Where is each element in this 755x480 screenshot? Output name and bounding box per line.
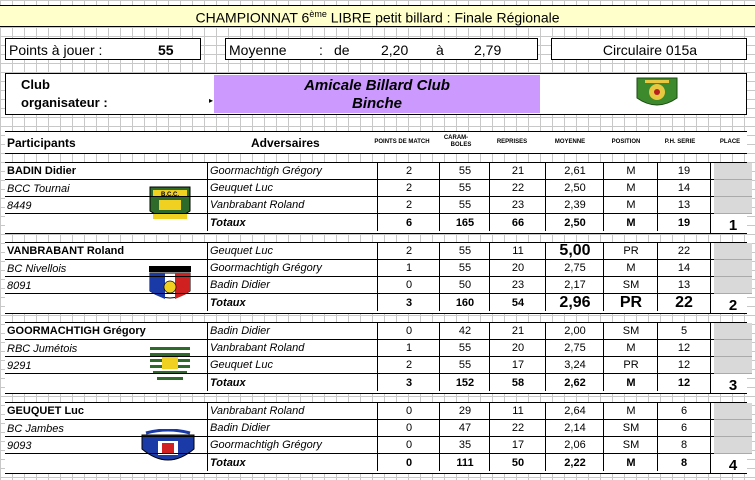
cell-moy: 2,50 [545, 214, 604, 231]
cell-rep: 21 [489, 323, 546, 339]
cell-ph: 19 [657, 214, 710, 231]
player-name: VANBRABANT Roland [7, 245, 125, 257]
organizer-club-logo [633, 76, 681, 112]
cell-moy: 2,62 [545, 374, 604, 391]
cell-pos: SM [603, 437, 658, 453]
cell-moy: 2,61 [545, 163, 604, 179]
cell-ph: 8 [657, 437, 710, 453]
cell-ph: 5 [657, 323, 710, 339]
player-id: 9291 [7, 360, 32, 372]
opponent-name: Vanbrabant Roland [207, 403, 377, 419]
cell-rep: 20 [489, 260, 546, 276]
cell-car: 152 [439, 374, 490, 391]
place-blank-2 [714, 260, 752, 277]
cell-car: 55 [439, 243, 490, 259]
cell-moy: 2,00 [545, 323, 604, 339]
cell-car: 47 [439, 420, 490, 436]
points-label: Points à jouer : [9, 42, 103, 58]
cell-ph: 14 [657, 260, 710, 276]
place-blank-2 [714, 180, 752, 197]
title-suffix: LIBRE petit billard : Finale Régionale [326, 9, 560, 26]
place-value: 1 [728, 217, 738, 234]
cell-ph: 13 [657, 197, 710, 213]
cell-pos: M [603, 454, 658, 471]
cell-pos: M [603, 260, 658, 276]
cell-pm: 2 [377, 357, 440, 373]
cell-rep: 11 [489, 243, 546, 259]
title-prefix: CHAMPIONNAT 6 [195, 9, 310, 26]
cell-car: 42 [439, 323, 490, 339]
totals-label: Totaux [207, 454, 377, 471]
opponent-name: Goormachtigh Grégory [207, 437, 377, 453]
moyenne-min: 2,20 [381, 42, 409, 58]
player-club: BCC Tournai [7, 183, 70, 195]
cell-moy: 2,50 [545, 180, 604, 196]
place-blank-3 [714, 437, 752, 454]
cell-moy: 2,96 [545, 294, 604, 311]
cell-pos: M [603, 180, 658, 196]
divider [710, 323, 711, 393]
cell-pm: 2 [377, 197, 440, 213]
cell-rep: 66 [489, 214, 546, 231]
title-sup: ème [309, 9, 327, 19]
place-blank-2 [714, 340, 752, 357]
points-box [5, 38, 201, 60]
points-value: 55 [158, 42, 174, 58]
cell-pm: 3 [377, 374, 440, 391]
opponent-name: Goormachtigh Grégory [207, 163, 377, 179]
cell-ph: 6 [657, 403, 710, 419]
cell-car: 55 [439, 357, 490, 373]
header-moyenne: MOYENNE [554, 139, 586, 145]
cell-car: 55 [439, 163, 490, 179]
match-row [5, 243, 747, 260]
cell-car: 55 [439, 197, 490, 213]
cell-pos: M [603, 214, 658, 231]
header-reprises: REPRISES [496, 139, 528, 145]
moyenne-max: 2,79 [474, 42, 502, 58]
cell-rep: 17 [489, 357, 546, 373]
cell-pm: 0 [377, 403, 440, 419]
totals-label: Totaux [207, 214, 377, 231]
totals-label: Totaux [207, 294, 377, 311]
a-label: à [436, 42, 444, 58]
cell-pos: M [603, 374, 658, 391]
cell-moy: 3,24 [545, 357, 604, 373]
cell-ph: 22 [657, 294, 710, 311]
match-row [5, 403, 747, 420]
place-value: 3 [728, 377, 738, 394]
cell-ph: 22 [657, 243, 710, 259]
club-label-1: Club [21, 77, 50, 92]
cell-ph: 6 [657, 420, 710, 436]
cell-rep: 23 [489, 197, 546, 213]
header-position: POSITION [611, 139, 641, 145]
player-group [5, 322, 747, 394]
cell-rep: 17 [489, 437, 546, 453]
match-row [5, 260, 747, 277]
cell-pm: 1 [377, 260, 440, 276]
place-blank-3 [714, 357, 752, 374]
match-row [5, 277, 747, 294]
place-blank-1 [714, 243, 752, 260]
player-name: BADIN Didier [7, 165, 77, 177]
match-row [5, 437, 747, 454]
opponent-name: Geuquet Luc [207, 243, 377, 259]
cell-rep: 54 [489, 294, 546, 311]
cell-ph: 12 [657, 374, 710, 391]
cell-car: 55 [439, 180, 490, 196]
header-caramboles-1: CARAM- [443, 135, 469, 141]
opponent-name: Badin Didier [207, 420, 377, 436]
player-group [5, 242, 747, 314]
header-participants: Participants [7, 136, 76, 150]
header-adversaires: Adversaires [251, 136, 320, 150]
header-caramboles-2: BOLES [450, 142, 472, 148]
cell-ph: 19 [657, 163, 710, 179]
place-blank-1 [714, 323, 752, 340]
cell-pos: PR [603, 243, 658, 259]
results-table [5, 131, 747, 476]
moyenne-box [225, 38, 538, 60]
totals-row [5, 454, 747, 471]
match-row [5, 420, 747, 437]
place-blank-3 [714, 277, 752, 294]
cell-pos: SM [603, 277, 658, 293]
title-bar [0, 5, 755, 27]
player-name: GEUQUET Luc [7, 405, 85, 417]
totals-label: Totaux [207, 374, 377, 391]
cell-pos: SM [603, 323, 658, 339]
divider [710, 243, 711, 313]
cell-rep: 22 [489, 180, 546, 196]
cell-pm: 2 [377, 163, 440, 179]
cell-car: 165 [439, 214, 490, 231]
header-place: PLACE [719, 139, 741, 145]
club-box [5, 73, 747, 115]
header-points-match: POINTS DE MATCH [374, 139, 430, 145]
cell-rep: 22 [489, 420, 546, 436]
cell-pm: 2 [377, 243, 440, 259]
cell-rep: 50 [489, 454, 546, 471]
cell-ph: 12 [657, 357, 710, 373]
opponent-name: Badin Didier [207, 277, 377, 293]
cell-pos: SM [603, 420, 658, 436]
opponent-name: Badin Didier [207, 323, 377, 339]
cell-rep: 20 [489, 340, 546, 356]
totals-row [5, 374, 747, 391]
cell-rep: 11 [489, 403, 546, 419]
club-label-2: organisateur : [21, 95, 108, 110]
club-name-1: Amicale Billard Club [304, 77, 450, 94]
page-title [0, 9, 755, 26]
cell-ph: 8 [657, 454, 710, 471]
cell-car: 50 [439, 277, 490, 293]
cell-moy: 2,39 [545, 197, 604, 213]
cell-pos: M [603, 163, 658, 179]
cell-pm: 0 [377, 437, 440, 453]
totals-row [5, 294, 747, 311]
match-row [5, 340, 747, 357]
de-label: de [334, 42, 350, 58]
cell-pm: 0 [377, 277, 440, 293]
match-row [5, 323, 747, 340]
player-club: BC Jambes [7, 423, 64, 435]
player-id: 9093 [7, 440, 32, 452]
cell-rep: 21 [489, 163, 546, 179]
player-id: 8449 [7, 200, 32, 212]
cell-pos: PR [603, 357, 658, 373]
opponent-name: Goormachtigh Grégory [207, 260, 377, 276]
match-row [5, 163, 747, 180]
cell-moy: 2,75 [545, 260, 604, 276]
cell-pm: 1 [377, 340, 440, 356]
table-header [5, 131, 747, 154]
opponent-name: Vanbrabant Roland [207, 340, 377, 356]
place-value: 4 [728, 457, 738, 474]
divider [710, 403, 711, 473]
cell-moy: 2,22 [545, 454, 604, 471]
player-club: BC Nivellois [7, 263, 67, 275]
cell-ph: 14 [657, 180, 710, 196]
moyenne-colon: : [319, 42, 323, 58]
match-row [5, 180, 747, 197]
circulaire-box [551, 38, 747, 60]
cell-moy: 2,64 [545, 403, 604, 419]
cell-moy: 2,06 [545, 437, 604, 453]
player-club: RBC Jumétois [7, 343, 78, 355]
cell-car: 55 [439, 260, 490, 276]
cell-car: 55 [439, 340, 490, 356]
player-group [5, 402, 747, 474]
cell-rep: 58 [489, 374, 546, 391]
cell-pos: M [603, 403, 658, 419]
opponent-name: Geuquet Luc [207, 180, 377, 196]
cell-car: 29 [439, 403, 490, 419]
opponent-name: Vanbrabant Roland [207, 197, 377, 213]
club-name-2: Binche [351, 95, 402, 112]
player-name: GOORMACHTIGH Grégory [7, 325, 146, 337]
match-row [5, 197, 747, 214]
cell-pos: M [603, 197, 658, 213]
cell-ph: 13 [657, 277, 710, 293]
cell-moy: 2,14 [545, 420, 604, 436]
cell-moy: 2,17 [545, 277, 604, 293]
place-blank-1 [714, 163, 752, 180]
cell-car: 111 [439, 454, 490, 471]
cell-pm: 0 [377, 420, 440, 436]
cell-marker: ▸ [209, 96, 214, 105]
circulaire-label: Circulaire 015a [602, 42, 698, 58]
cell-pos: M [603, 340, 658, 356]
cell-pm: 6 [377, 214, 440, 231]
cell-pm: 0 [377, 454, 440, 471]
player-id: 8091 [7, 280, 32, 292]
totals-row [5, 214, 747, 231]
header-caramboles [433, 135, 479, 149]
moyenne-label: Moyenne [229, 42, 287, 58]
place-value: 2 [728, 297, 738, 314]
cell-car: 35 [439, 437, 490, 453]
player-group [5, 162, 747, 234]
place-blank-3 [714, 197, 752, 214]
svg-text:B.C.C.: B.C.C. [161, 192, 179, 198]
cell-pm: 0 [377, 323, 440, 339]
cell-moy: 5,00 [545, 243, 604, 259]
cell-pos: PR [603, 294, 658, 311]
divider [710, 163, 711, 233]
club-name-cell [214, 75, 540, 113]
place-blank-1 [714, 403, 752, 420]
header-ph-serie: P.H. SERIE [664, 139, 696, 145]
cell-pm: 2 [377, 180, 440, 196]
cell-ph: 12 [657, 340, 710, 356]
place-blank-2 [714, 420, 752, 437]
cell-car: 160 [439, 294, 490, 311]
cell-rep: 23 [489, 277, 546, 293]
cell-moy: 2,75 [545, 340, 604, 356]
opponent-name: Geuquet Luc [207, 357, 377, 373]
match-row [5, 357, 747, 374]
cell-pm: 3 [377, 294, 440, 311]
